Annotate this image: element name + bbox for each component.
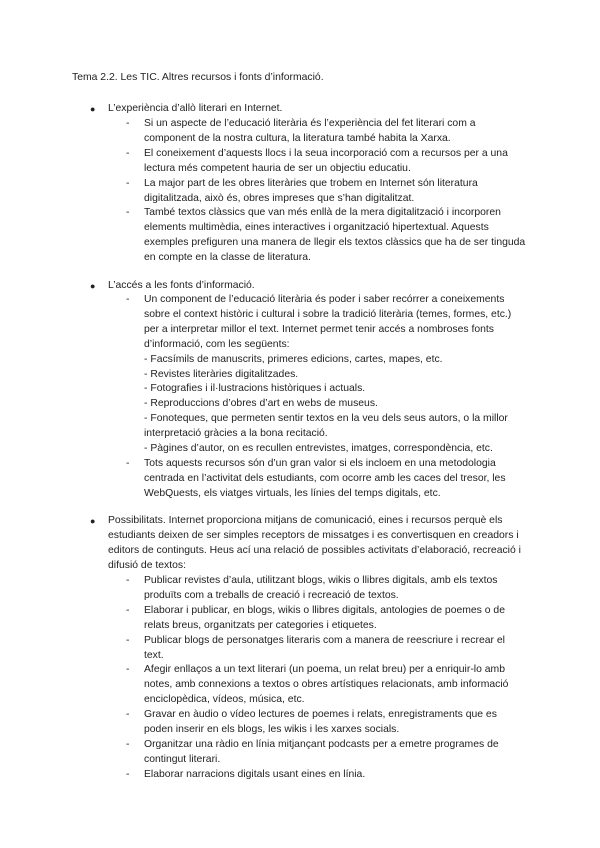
list-item: - Publicar revistes d’aula, utilitzant blogs, wikis o llibres digitals, amb els textos produïts com a treballs de creació i recreació de textos. [126,575,498,601]
source-line: - Revistes literàries digitalitzades. [144,368,299,380]
list-item: - Organitzar una ràdio en línia mitjançant podcasts per a emetre programes de contingut literari. [126,738,499,765]
source-line: - Pàgines d’autor, on es recullen entrevistes, imatges, correspondència, etc. [144,443,493,455]
source-line: - Fonoteques, que permeten sentir textos en la veu dels seus autors, o la millor interpretació gràcies a la bona recitació. [144,413,508,440]
source-line: - Fotografies i il·lustracions històriques i actuals. [144,383,366,395]
list-item: - Publicar blogs de personatges literaris com a manera de reescriure i recrear el text. [126,634,505,661]
list-item: - Tots aquests recursos són d’un gran valor si els incloem en una metodologia centrada en l’activitat dels estudiants, com ocorre amb les caces del tresor, les WebQuests, els viatges virtuals, les línies del temps digitals, etc. [126,457,506,499]
section-heading: Possibilitats. Internet proporciona mitjans de comunicació, eines i recursos perquè els estudiants deixen de ser simples receptors de missatges i es convertisquen en creadors i editors de continguts. Heus ací una relació de possibles activitats d’elaboració, recreació i difusió de textos: [108,515,521,571]
sub-list [0,574,600,783]
list-item: - Elaborar i publicar, en blogs, wikis o llibres digitals, antologies de poemes o de relats breus, organitzats per categories i etiquetes. [126,604,505,631]
list-item: - Un component de l’educació literària és poder i saber recórrer a coneixements sobre el context històric i cultural i sobre la tradició literària (temes, formes, etc.) per a interpretar millor el text. Internet permet tenir accés a nombroses fonts d’informació, com les següents: - Facsímils de manuscrits, primeres edicions, cartes, mapes, etc. - Revistes literàries digitalitzades. - Fotografies i il·lustracions històriques i actuals. - Reproduccions d’obres d’art en webs de museus. - Fonoteques, que permeten sentir textos en la veu dels seus autors, o la millor interpretació gràcies a la bona recitació. - Pàgines d’autor, on es recullen entrevistes, imatges, correspondència, etc. [0,293,600,457]
section-heading: L’experiència d’allò literari en Internet. [108,103,283,114]
list-item: - També textos clàssics que van més enllà de la mera digitalització i incorporen elements multimèdia, eines interactives i organització hipertextual. Aquests exemples prefiguren una manera de llegir els textos clàssics que ha de ser tinguda en compte en la classe de literatura. [126,207,526,264]
bullet-dot: ● [90,104,96,114]
sub-list [0,293,600,502]
list-item: - Si un aspecte de l’educació literària és l’experiència del fet literari com a component de la nostra cultura, la literatura també habita la Xarxa. [126,118,476,144]
bullet-dot: ● [90,281,96,291]
source-line: - Reproduccions d’obres d’art en webs de museus. [144,398,378,410]
list-item: - Afegir enllaços a un text literari (un poema, un relat breu) per a enriquir-lo amb notes, amb connexions a textos o obres artístiques relacionats, amb informació enciclopèdica, vídeos, música, etc. [126,664,509,706]
page-title: Tema 2.2. Les TIC. Altres recursos i fonts d’informació. [72,72,324,83]
source-line: - Facsímils de manuscrits, primeres edicions, cartes, mapes, etc. [144,353,443,365]
list-item: - La major part de les obres literàries que trobem en Internet són literatura digitalitzada, això és, obres impreses que s’han digitalitzat. [126,177,478,204]
section-heading: L’accés a les fonts d’informació. [108,280,255,291]
list-item: - El coneixement d’aquests llocs i la seua incorporació com a recursos per a una lectura més competent hauria de ser un objectiu educatiu. [126,147,508,174]
bullet-dot: ● [90,516,96,526]
list-item: - Elaborar narracions digitals usant eines en línia. [126,768,366,780]
list-item: - Gravar en àudio o vídeo lectures de poemes i relats, enregistraments que es poden inserir en els blogs, les wikis i les xarxes socials. [126,709,497,736]
sub-list [0,117,600,266]
